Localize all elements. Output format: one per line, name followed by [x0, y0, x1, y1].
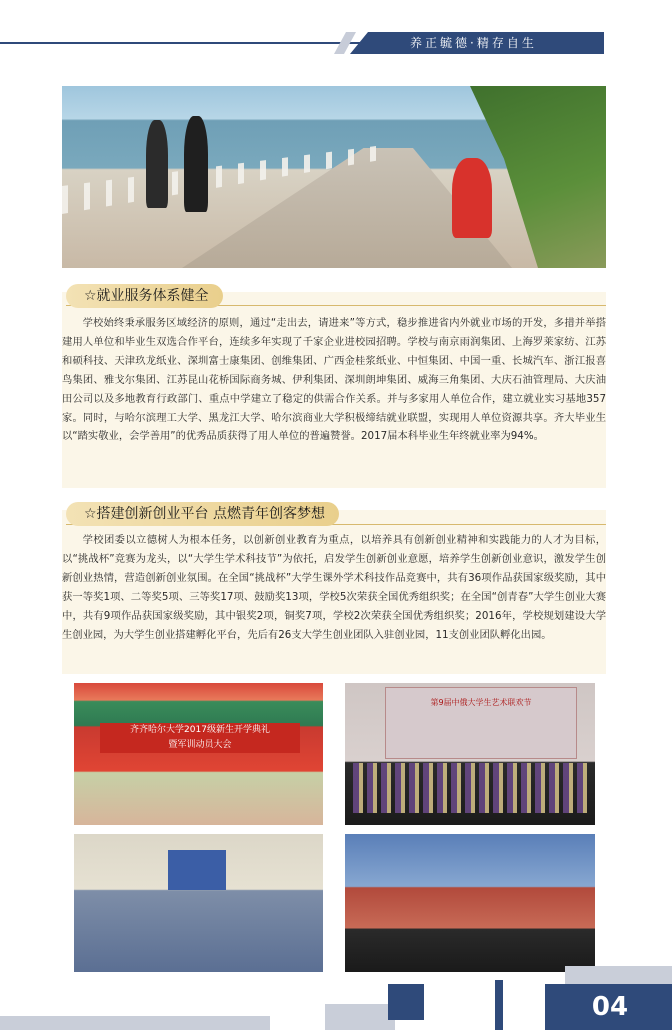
job-fair-hall-photo — [74, 834, 323, 972]
ceremony-banner-line1: 齐齐哈尔大学2017级新生开学典礼 — [130, 725, 270, 735]
section1-title: ☆就业服务体系健全 — [66, 284, 223, 308]
graduation-photo — [345, 834, 595, 972]
photo-dancers — [353, 763, 587, 813]
hall-screen — [168, 850, 226, 890]
footer-square — [388, 984, 424, 1020]
festival-sign: 第9届中俄大学生艺术联欢节 — [430, 698, 532, 707]
header-bar — [0, 32, 604, 54]
festival-backdrop — [385, 687, 577, 759]
arts-festival-photo — [345, 683, 595, 825]
ceremony-banner — [100, 723, 300, 753]
ceremony-banner-line2: 暨军训动员大会 — [168, 740, 232, 750]
section2-title: ☆搭建创新创业平台 点燃青年创客梦想 — [66, 502, 339, 526]
section1-paragraph: 学校始终秉承服务区域经济的原则，通过“走出去，请进来”等方式，稳步推进省内外就业市场的开发，多措并举搭建用人单位和毕业生双选合作平台，连续多年实现了千家企业进校园招聘。学校与南京雨润集团、上海罗莱家纺、江苏和硕科技、天津玖龙纸业、深圳富士康集团、创维集团、广西金桂浆纸业、中恒集团、中国一重、长城汽车、浙江报喜鸟集团、雅戈尔集团、江苏昆山花桥国际商务城、伊利集团、深圳朗坤集团、威海三角集团、大庆石油管理局、大庆油田公司以及多地教育行政部门、重点中学建立了稳定的供需合作关系。并与多家用人单位合作，建立就业实习基地357家。同时，与哈尔滨理工大学、黑龙江大学、哈尔滨商业大学积极缔结就业联盟，实现用人单位资源共享。齐大毕业生以“踏实敬业，会学善用”的优秀品质获得了用人单位的普遍赞誉。2017届本科毕业生年终就业率为94%。 — [62, 317, 606, 443]
photo-student-1 — [146, 120, 168, 208]
section2-paragraph: 学校团委以立德树人为根本任务，以创新创业教育为重点，以培养具有创新创业精神和实践能力的人才为目标，以“挑战杯”竞赛为龙头，以“大学生学术科技节”为依托，启发学生创新创业意愿，培养学生创新创业意识，激发学生创新创业热情，营造创新创业氛围。在全国“挑战杯”大学生课外学术科技作品竞赛中，共有36项作品获国家级奖励，其中获一等奖1项、二等奖5项、三等奖17项、鼓励奖13项，学校5次荣获全国优秀组织奖；在全国“创青春”大学生创业大赛中，共有9项作品获国家级奖励，其中银奖2项，铜奖7项，学校2次荣获全国优秀组织奖；2016年，学校规划建设大学生创业园，为大学生创业搭建孵化平台，先后有26支大学生创业团队入驻创业园，11支创业团队孵化出园。 — [62, 534, 606, 641]
photo-student-2 — [184, 116, 208, 212]
opening-ceremony-photo — [74, 683, 323, 825]
lake-campus-photo — [62, 86, 606, 268]
page-number: 04 — [591, 992, 629, 1022]
footer-block-left — [0, 1016, 270, 1030]
header-rule — [0, 42, 360, 44]
photo-student-reading — [452, 158, 492, 238]
header-motto: 养正毓德·精存自生 — [410, 36, 537, 50]
footer-bar — [495, 980, 503, 1030]
footer-block-mid — [325, 1004, 395, 1030]
